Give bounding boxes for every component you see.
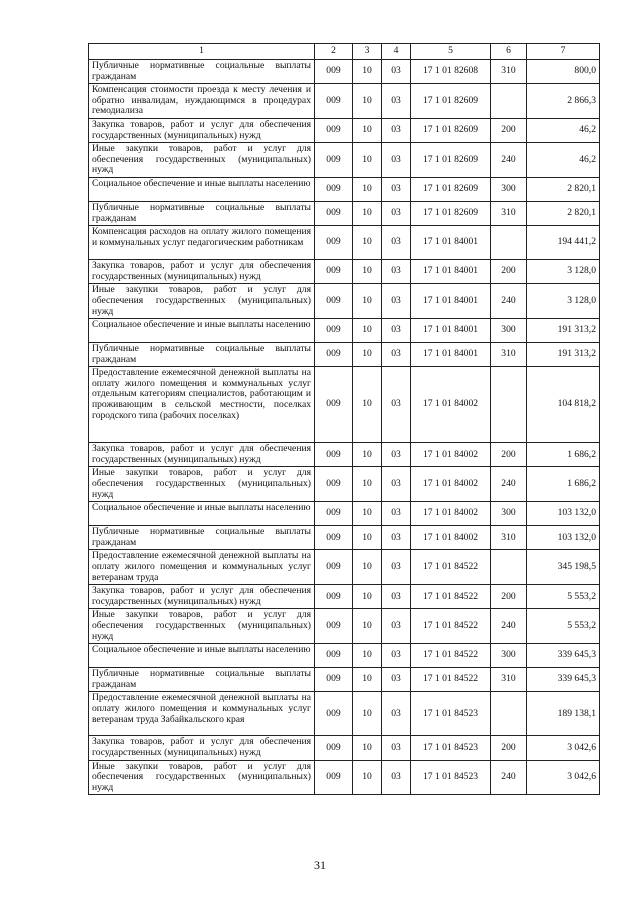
row-admin-code-cell: 009 [315,284,353,319]
row-subsection-cell: 03 [382,736,411,760]
table-row [89,201,600,225]
row-amount-cell: 3 128,0 [527,284,600,319]
row-admin-code-cell: 009 [315,443,353,467]
table-row [89,502,600,526]
row-expense-type-cell: 310 [491,60,527,84]
row-target-article-cell: 17 1 01 84002 [411,526,491,550]
header-col-7: 7 [527,44,600,60]
row-subsection-cell: 03 [382,118,411,142]
row-name-cell: Иные закупки товаров, работ и услуг для обеспечения государственных (муниципальных) нужд [89,467,315,502]
row-target-article-cell: 17 1 01 84001 [411,226,491,260]
row-expense-type-cell: 200 [491,736,527,760]
row-admin-code-cell: 009 [315,736,353,760]
row-target-article-cell: 17 1 01 82609 [411,201,491,225]
row-name-cell: Закупка товаров, работ и услуг для обеспечения государственных (муниципальных) нужд [89,443,315,467]
row-expense-type-cell: 200 [491,443,527,467]
row-amount-cell: 5 553,2 [527,585,600,609]
row-expense-type-cell [491,84,527,119]
row-amount-cell: 1 686,2 [527,467,600,502]
row-amount-cell: 339 645,3 [527,668,600,692]
table-row [89,609,600,644]
row-name-cell: Компенсация стоимости проезда к месту лечения и обратно инвалидам, нуждающимся в процедурах гемодиализа [89,84,315,119]
row-subsection-cell: 03 [382,226,411,260]
table-row [89,692,600,736]
row-section-cell: 10 [353,585,382,609]
row-target-article-cell: 17 1 01 84002 [411,467,491,502]
row-section-cell: 10 [353,343,382,367]
row-expense-type-cell: 310 [491,201,527,225]
row-section-cell: 10 [353,644,382,668]
row-amount-cell: 2 820,1 [527,177,600,201]
table-row [89,343,600,367]
row-name-cell: Публичные нормативные социальные выплаты гражданам [89,343,315,367]
row-name-cell: Публичные нормативные социальные выплаты гражданам [89,668,315,692]
row-subsection-cell: 03 [382,467,411,502]
row-name-cell: Иные закупки товаров, работ и услуг для обеспечения государственных (муниципальных) нужд [89,760,315,795]
row-admin-code-cell: 009 [315,319,353,343]
row-admin-code-cell: 009 [315,260,353,284]
row-target-article-cell: 17 1 01 84522 [411,585,491,609]
row-section-cell: 10 [353,201,382,225]
row-subsection-cell: 03 [382,201,411,225]
row-expense-type-cell: 200 [491,260,527,284]
row-admin-code-cell: 009 [315,502,353,526]
row-admin-code-cell: 009 [315,668,353,692]
row-section-cell: 10 [353,367,382,443]
row-name-cell: Социальное обеспечение и иные выплаты населению [89,319,315,343]
table-body [89,60,600,795]
table-row [89,467,600,502]
row-section-cell: 10 [353,319,382,343]
row-amount-cell: 3 128,0 [527,260,600,284]
page-number: 31 [314,858,326,872]
row-admin-code-cell: 009 [315,526,353,550]
table-row [89,644,600,668]
row-subsection-cell: 03 [382,177,411,201]
row-subsection-cell: 03 [382,367,411,443]
row-admin-code-cell: 009 [315,692,353,736]
row-name-cell: Предоставление ежемесячной денежной выплаты на оплату жилого помещения и коммунальных услуг ветеранам труда [89,550,315,585]
row-section-cell: 10 [353,60,382,84]
row-section-cell: 10 [353,467,382,502]
row-target-article-cell: 17 1 01 84522 [411,644,491,668]
table-row [89,226,600,260]
row-amount-cell: 194 441,2 [527,226,600,260]
row-name-cell: Иные закупки товаров, работ и услуг для обеспечения государственных (муниципальных) нужд [89,609,315,644]
row-expense-type-cell: 240 [491,609,527,644]
row-expense-type-cell [491,226,527,260]
row-section-cell: 10 [353,736,382,760]
row-target-article-cell: 17 1 01 84001 [411,284,491,319]
table-row [89,260,600,284]
table-row [89,668,600,692]
row-admin-code-cell: 009 [315,201,353,225]
header-col-5: 5 [411,44,491,60]
row-section-cell: 10 [353,226,382,260]
table-row [89,284,600,319]
row-section-cell: 10 [353,609,382,644]
row-amount-cell: 800,0 [527,60,600,84]
row-target-article-cell: 17 1 01 84522 [411,668,491,692]
row-expense-type-cell [491,367,527,443]
table-row [89,367,600,443]
row-subsection-cell: 03 [382,644,411,668]
table-row [89,585,600,609]
row-section-cell: 10 [353,143,382,178]
budget-table [88,43,600,795]
row-expense-type-cell: 300 [491,319,527,343]
row-admin-code-cell: 009 [315,343,353,367]
row-section-cell: 10 [353,760,382,795]
row-name-cell: Публичные нормативные социальные выплаты гражданам [89,526,315,550]
row-amount-cell: 5 553,2 [527,609,600,644]
row-amount-cell: 2 866,3 [527,84,600,119]
row-target-article-cell: 17 1 01 84002 [411,443,491,467]
row-amount-cell: 3 042,6 [527,736,600,760]
row-section-cell: 10 [353,692,382,736]
table-row [89,118,600,142]
row-target-article-cell: 17 1 01 84523 [411,692,491,736]
row-subsection-cell: 03 [382,668,411,692]
row-name-cell: Публичные нормативные социальные выплаты гражданам [89,60,315,84]
table-row [89,84,600,119]
row-target-article-cell: 17 1 01 82608 [411,60,491,84]
table-row [89,177,600,201]
header-col-1: 1 [89,44,315,60]
row-subsection-cell: 03 [382,84,411,119]
row-admin-code-cell: 009 [315,367,353,443]
header-col-2: 2 [315,44,353,60]
row-expense-type-cell: 240 [491,143,527,178]
row-amount-cell: 345 198,5 [527,550,600,585]
row-target-article-cell: 17 1 01 84523 [411,736,491,760]
row-amount-cell: 46,2 [527,143,600,178]
row-amount-cell: 2 820,1 [527,201,600,225]
row-target-article-cell: 17 1 01 82609 [411,84,491,119]
row-target-article-cell: 17 1 01 84002 [411,367,491,443]
row-amount-cell: 191 313,2 [527,319,600,343]
row-section-cell: 10 [353,118,382,142]
table-row [89,760,600,795]
row-subsection-cell: 03 [382,443,411,467]
row-name-cell: Иные закупки товаров, работ и услуг для обеспечения государственных (муниципальных) нужд [89,143,315,178]
table-row [89,550,600,585]
row-amount-cell: 3 042,6 [527,760,600,795]
row-admin-code-cell: 009 [315,84,353,119]
row-target-article-cell: 17 1 01 84002 [411,502,491,526]
row-section-cell: 10 [353,84,382,119]
row-section-cell: 10 [353,260,382,284]
row-amount-cell: 1 686,2 [527,443,600,467]
table-row [89,526,600,550]
row-expense-type-cell: 200 [491,585,527,609]
row-subsection-cell: 03 [382,609,411,644]
row-admin-code-cell: 009 [315,118,353,142]
row-target-article-cell: 17 1 01 84001 [411,319,491,343]
row-subsection-cell: 03 [382,143,411,178]
row-expense-type-cell: 310 [491,526,527,550]
header-col-4: 4 [382,44,411,60]
row-admin-code-cell: 009 [315,177,353,201]
row-section-cell: 10 [353,177,382,201]
row-target-article-cell: 17 1 01 82609 [411,143,491,178]
row-name-cell: Компенсация расходов на оплату жилого помещения и коммунальных услуг педагогическим работникам [89,226,315,260]
row-section-cell: 10 [353,443,382,467]
row-target-article-cell: 17 1 01 82609 [411,177,491,201]
header-col-3: 3 [353,44,382,60]
row-amount-cell: 103 132,0 [527,502,600,526]
table-row [89,60,600,84]
row-expense-type-cell: 200 [491,118,527,142]
row-subsection-cell: 03 [382,284,411,319]
row-section-cell: 10 [353,526,382,550]
table-row [89,443,600,467]
row-expense-type-cell: 240 [491,760,527,795]
row-target-article-cell: 17 1 01 84001 [411,343,491,367]
row-name-cell: Закупка товаров, работ и услуг для обеспечения государственных (муниципальных) нужд [89,736,315,760]
row-subsection-cell: 03 [382,692,411,736]
row-expense-type-cell [491,692,527,736]
row-name-cell: Социальное обеспечение и иные выплаты населению [89,177,315,201]
row-name-cell: Закупка товаров, работ и услуг для обеспечения государственных (муниципальных) нужд [89,260,315,284]
row-name-cell: Социальное обеспечение и иные выплаты населению [89,502,315,526]
row-admin-code-cell: 009 [315,143,353,178]
row-expense-type-cell: 240 [491,284,527,319]
row-admin-code-cell: 009 [315,760,353,795]
row-subsection-cell: 03 [382,526,411,550]
row-admin-code-cell: 009 [315,467,353,502]
row-name-cell: Предоставление ежемесячной денежной выплаты на оплату жилого помещения и коммунальных услуг ветеранам труда Забайкальского края [89,692,315,736]
row-target-article-cell: 17 1 01 84523 [411,760,491,795]
row-section-cell: 10 [353,284,382,319]
row-name-cell: Закупка товаров, работ и услуг для обеспечения государственных (муниципальных) нужд [89,118,315,142]
table-row [89,319,600,343]
row-target-article-cell: 17 1 01 84522 [411,609,491,644]
table-row [89,143,600,178]
row-admin-code-cell: 009 [315,585,353,609]
row-admin-code-cell: 009 [315,226,353,260]
row-target-article-cell: 17 1 01 82609 [411,118,491,142]
row-subsection-cell: 03 [382,502,411,526]
row-name-cell: Закупка товаров, работ и услуг для обеспечения государственных (муниципальных) нужд [89,585,315,609]
row-amount-cell: 46,2 [527,118,600,142]
row-admin-code-cell: 009 [315,550,353,585]
row-expense-type-cell: 310 [491,668,527,692]
row-expense-type-cell: 300 [491,177,527,201]
row-amount-cell: 191 313,2 [527,343,600,367]
row-admin-code-cell: 009 [315,60,353,84]
row-expense-type-cell: 300 [491,644,527,668]
row-subsection-cell: 03 [382,760,411,795]
row-admin-code-cell: 009 [315,609,353,644]
row-name-cell: Социальное обеспечение и иные выплаты населению [89,644,315,668]
row-name-cell: Предоставление ежемесячной денежной выплаты на оплату жилого помещения и коммунальных услуг отдельным категориям специалистов, работающим и проживающим в сельской местности, поселках городского типа (рабочих поселках) [89,367,315,443]
row-section-cell: 10 [353,668,382,692]
table-header-row [89,44,600,60]
row-name-cell: Публичные нормативные социальные выплаты гражданам [89,201,315,225]
row-subsection-cell: 03 [382,343,411,367]
row-subsection-cell: 03 [382,60,411,84]
row-subsection-cell: 03 [382,585,411,609]
budget-table-page [88,43,599,795]
row-amount-cell: 103 132,0 [527,526,600,550]
row-name-cell: Иные закупки товаров, работ и услуг для обеспечения государственных (муниципальных) нужд [89,284,315,319]
row-expense-type-cell [491,550,527,585]
row-amount-cell: 339 645,3 [527,644,600,668]
row-section-cell: 10 [353,502,382,526]
row-expense-type-cell: 310 [491,343,527,367]
row-expense-type-cell: 300 [491,502,527,526]
row-target-article-cell: 17 1 01 84001 [411,260,491,284]
row-amount-cell: 189 138,1 [527,692,600,736]
row-admin-code-cell: 009 [315,644,353,668]
row-subsection-cell: 03 [382,319,411,343]
row-target-article-cell: 17 1 01 84522 [411,550,491,585]
row-expense-type-cell: 240 [491,467,527,502]
table-row [89,736,600,760]
row-section-cell: 10 [353,550,382,585]
row-subsection-cell: 03 [382,550,411,585]
row-amount-cell: 104 818,2 [527,367,600,443]
header-col-6: 6 [491,44,527,60]
row-subsection-cell: 03 [382,260,411,284]
